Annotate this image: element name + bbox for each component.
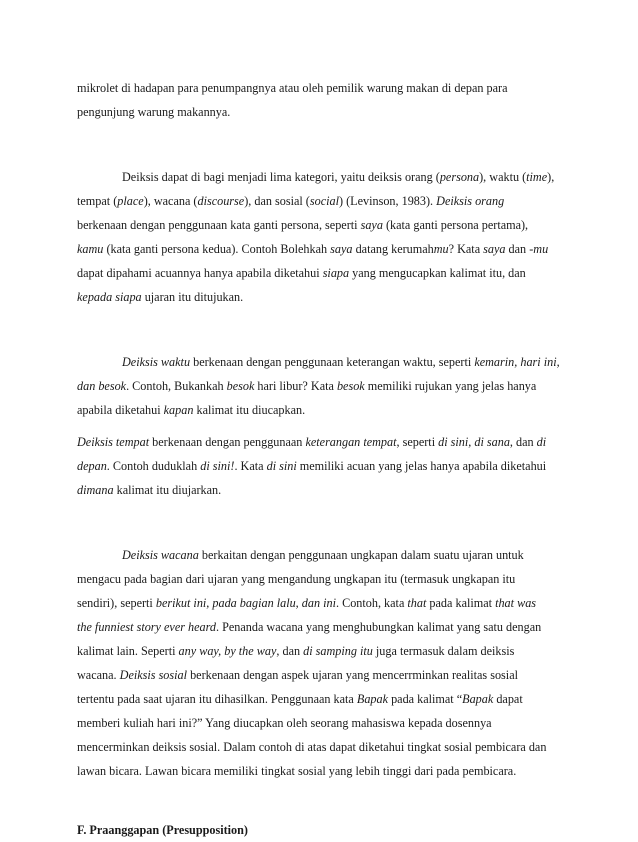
text-run: (kata ganti persona kedua). Contoh Bolehkah xyxy=(103,242,331,256)
text-line xyxy=(77,639,563,663)
italic-term: Deiksis orang xyxy=(436,194,505,208)
italic-term: di sini! xyxy=(200,459,235,473)
text-line xyxy=(77,478,563,502)
text-run: mengacu pada bagian dari ujaran yang mengandung ungkapan itu (termasuk ungkapan itu xyxy=(77,572,516,586)
text-run: ) (Levinson, 1983). xyxy=(339,194,437,208)
italic-term: Bapak xyxy=(462,692,494,706)
text-run: pada kalimat “ xyxy=(388,692,463,706)
text-run: . Kata xyxy=(234,459,267,473)
italic-term: time xyxy=(526,170,548,184)
text-line xyxy=(77,165,563,189)
text-line xyxy=(77,213,563,237)
italic-term: saya xyxy=(330,242,353,256)
text-line xyxy=(77,189,563,213)
text-run: ), xyxy=(547,170,555,184)
text-run: kalimat lain. Seperti xyxy=(77,644,179,658)
text-run: kalimat itu diujarkan. xyxy=(113,483,222,497)
italic-term: kamu xyxy=(77,242,104,256)
text-run: , dan xyxy=(276,644,304,658)
text-run: juga termasuk dalam deiksis xyxy=(372,644,515,658)
text-run: dan xyxy=(505,242,530,256)
text-run: tertentu pada saat ujaran itu dihasilkan. Penggunaan kata xyxy=(77,692,357,706)
italic-term: di sini xyxy=(266,459,297,473)
italic-term: di sini, di sana xyxy=(438,435,510,449)
text-line xyxy=(77,543,563,567)
text-run: pengunjung warung makannya. xyxy=(77,105,231,119)
text-line xyxy=(77,430,563,454)
text-run: . Contoh, kata xyxy=(335,596,408,610)
italic-term: besok xyxy=(226,379,255,393)
italic-term: the funniest story ever heard xyxy=(77,620,216,634)
italic-term: di samping itu xyxy=(303,644,373,658)
italic-term: Deiksis tempat xyxy=(77,435,150,449)
text-line xyxy=(77,261,563,285)
italic-term: saya xyxy=(483,242,506,256)
text-run: ), dan sosial ( xyxy=(244,194,310,208)
text-line xyxy=(77,759,563,783)
text-line xyxy=(77,374,563,398)
text-line xyxy=(77,591,563,615)
text-run: berkenaan dengan penggunaan keterangan waktu, seperti xyxy=(190,355,475,369)
text-run: yang mengucapkan kalimat itu, dan xyxy=(349,266,526,280)
text-run: ? Kata xyxy=(448,242,484,256)
text-run: dapat xyxy=(493,692,523,706)
text-run: memberi kuliah hari ini?” Yang diucapkan oleh seorang mahasiswa kepada dosennya xyxy=(77,716,492,730)
italic-term: place xyxy=(117,194,144,208)
italic-term: kepada siapa xyxy=(77,290,142,304)
italic-term: kemarin, hari ini, xyxy=(474,355,560,369)
text-run: lawan bicara. Lawan bicara memiliki tingkat sosial yang lebih tinggi dari pada pembicara. xyxy=(77,764,517,778)
document-page xyxy=(77,76,563,842)
text-line xyxy=(77,350,563,374)
text-line xyxy=(77,285,563,309)
text-line xyxy=(77,100,563,124)
text-run: berkenaan dengan aspek ujaran yang mencerrminkan realitas sosial xyxy=(187,668,518,682)
text-line xyxy=(77,237,563,261)
text-run: . Penanda wacana yang menghubungkan kalimat yang satu dengan xyxy=(216,620,542,634)
text-run: . Contoh, Bukankah xyxy=(126,379,227,393)
text-line xyxy=(77,398,563,422)
text-run: . Contoh duduklah xyxy=(106,459,201,473)
paragraph-deiksis-waktu xyxy=(77,350,563,422)
italic-term: that xyxy=(407,596,427,610)
text-run: berkaitan dengan penggunaan ungkapan dalam suatu ujaran untuk xyxy=(198,548,524,562)
section-heading: F. Praanggapan (Presupposition) xyxy=(77,823,248,837)
italic-term: -mu xyxy=(529,242,549,256)
paragraph-continuation xyxy=(77,76,563,124)
italic-term: Deiksis sosial xyxy=(119,668,188,682)
text-line xyxy=(77,454,563,478)
italic-term: Deiksis waktu xyxy=(122,355,191,369)
text-run: tempat ( xyxy=(77,194,118,208)
text-run: mikrolet di hadapan para penumpangnya atau oleh pemilik warung makan di depan para xyxy=(77,81,508,95)
text-run: berkenaan dengan penggunaan xyxy=(149,435,306,449)
paragraph-deiksis-tempat xyxy=(77,430,563,502)
text-run: berkenaan dengan penggunaan kata ganti persona, seperti xyxy=(77,218,361,232)
text-line xyxy=(77,663,563,687)
text-run: , seperti xyxy=(396,435,439,449)
text-line xyxy=(77,735,563,759)
text-run: ), waktu ( xyxy=(479,170,527,184)
italic-term: social xyxy=(309,194,339,208)
paragraph-deiksis-categories xyxy=(77,165,563,309)
text-line xyxy=(77,567,563,591)
italic-term: di xyxy=(536,435,547,449)
italic-term: that was xyxy=(495,596,537,610)
italic-term: Deiksis wacana xyxy=(122,548,199,562)
paragraph-deiksis-wacana-sosial xyxy=(77,543,563,783)
text-run: wacana. xyxy=(77,668,120,682)
text-line xyxy=(77,711,563,735)
italic-term: discourse xyxy=(197,194,245,208)
text-run: memiliki acuan yang jelas hanya apabila diketahui xyxy=(296,459,547,473)
italic-term: depan xyxy=(77,459,107,473)
text-run: hari libur? Kata xyxy=(254,379,337,393)
text-run: apabila diketahui xyxy=(77,403,164,417)
italic-term: siapa xyxy=(322,266,350,280)
text-run: (kata ganti persona pertama), xyxy=(382,218,529,232)
italic-term: any way, by the way xyxy=(178,644,277,658)
text-run: ujaran itu ditujukan. xyxy=(141,290,244,304)
text-line xyxy=(77,76,563,100)
italic-term: mu xyxy=(433,242,449,256)
italic-term: persona xyxy=(439,170,480,184)
text-line xyxy=(77,687,563,711)
italic-term: besok xyxy=(336,379,365,393)
text-run: mencerminkan deiksis sosial. Dalam contoh di atas dapat diketahui tingkat sosial pembicara dan xyxy=(77,740,547,754)
italic-term: kapan xyxy=(163,403,194,417)
text-run: sendiri), seperti xyxy=(77,596,156,610)
italic-term: berikut ini, pada bagian lalu, dan ini xyxy=(155,596,336,610)
italic-term: Bapak xyxy=(356,692,389,706)
text-run: dapat dipahami acuannya hanya apabila diketahui xyxy=(77,266,323,280)
text-run: memiliki rujukan yang jelas hanya xyxy=(364,379,537,393)
text-run: datang kerumah xyxy=(352,242,434,256)
text-run: pada kalimat xyxy=(426,596,496,610)
italic-term: saya xyxy=(360,218,383,232)
text-line xyxy=(77,615,563,639)
italic-term: dimana xyxy=(77,483,114,497)
italic-term: keterangan tempat xyxy=(305,435,397,449)
text-run: ), wacana ( xyxy=(143,194,198,208)
text-run: , dan xyxy=(509,435,537,449)
text-run: kalimat itu diucapkan. xyxy=(193,403,306,417)
text-run: Deiksis dapat di bagi menjadi lima kategori, yaitu deiksis orang ( xyxy=(122,170,440,184)
italic-term: dan besok xyxy=(77,379,127,393)
